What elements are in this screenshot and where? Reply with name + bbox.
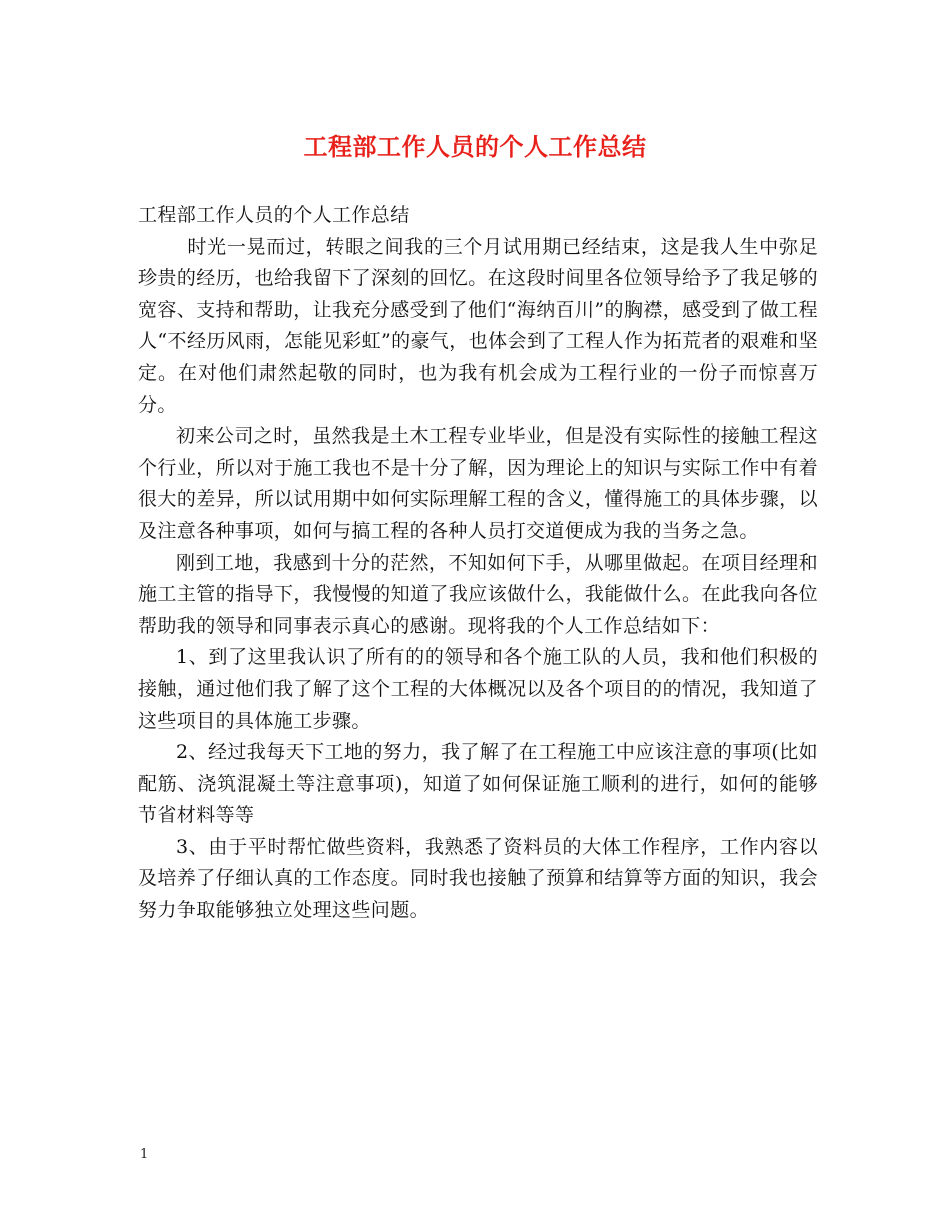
document-subtitle: 工程部工作人员的个人工作总结 bbox=[138, 204, 410, 226]
paragraph-2: 初来公司之时，虽然我是土木工程专业毕业，但是没有实际性的接触工程这个行业，所以对于施工我也不是十分了解，因为理论上的知识与实际工作中有着很大的差异，所以试用期中如何实际理解工程的含义，懂得施工的具体步骤，以及注意各种事项，如何与搞工程的各种人员打交道便成为我的当务之急。 bbox=[138, 425, 818, 542]
paragraph-4: 1、到了这里我认识了所有的的领导和各个施工队的人员，我和他们积极的接触，通过他们我了解了这个工程的大体概况以及各个项目的的情况，我知道了这些项目的具体施工步骤。 bbox=[138, 646, 818, 732]
paragraph-1: 时光一晃而过，转眼之间我的三个月试用期已经结束，这是我人生中弥足珍贵的经历，也给我留下了深刻的回忆。在这段时间里各位领导给予了我足够的宽容、支持和帮助，让我充分感受到了他们“海纳百川”的胸襟，感受到了做工程人“不经历风雨，怎能见彩虹”的豪气，也体会到了工程人作为拓荒者的艰难和坚定。在对他们肃然起敬的同时，也为我有机会成为工程行业的一份子而惊喜万分。 bbox=[138, 235, 818, 416]
paragraph-5: 2、经过我每天下工地的努力，我了解了在工程施工中应该注意的事项(比如配筋、浇筑混凝土等注意事项)，知道了如何保证施工顺利的进行，如何的能够节省材料等等 bbox=[138, 741, 818, 827]
document-title: 工程部工作人员的个人工作总结 bbox=[303, 132, 647, 161]
page-number: 1 bbox=[140, 1147, 149, 1162]
paragraph-6: 3、由于平时帮忙做些资料，我熟悉了资料员的大体工作程序，工作内容以及培养了仔细认真的工作态度。同时我也接触了预算和结算等方面的知识，我会努力争取能够独立处理这些问题。 bbox=[138, 835, 818, 922]
paragraph-3: 刚到工地，我感到十分的茫然，不知如何下手，从哪里做起。在项目经理和施工主管的指导下，我慢慢的知道了我应该做什么，我能做什么。在此我向各位帮助我的领导和同事表示真心的感谢。现将我的个人工作总结如下： bbox=[138, 551, 818, 637]
document-body bbox=[138, 200, 818, 927]
